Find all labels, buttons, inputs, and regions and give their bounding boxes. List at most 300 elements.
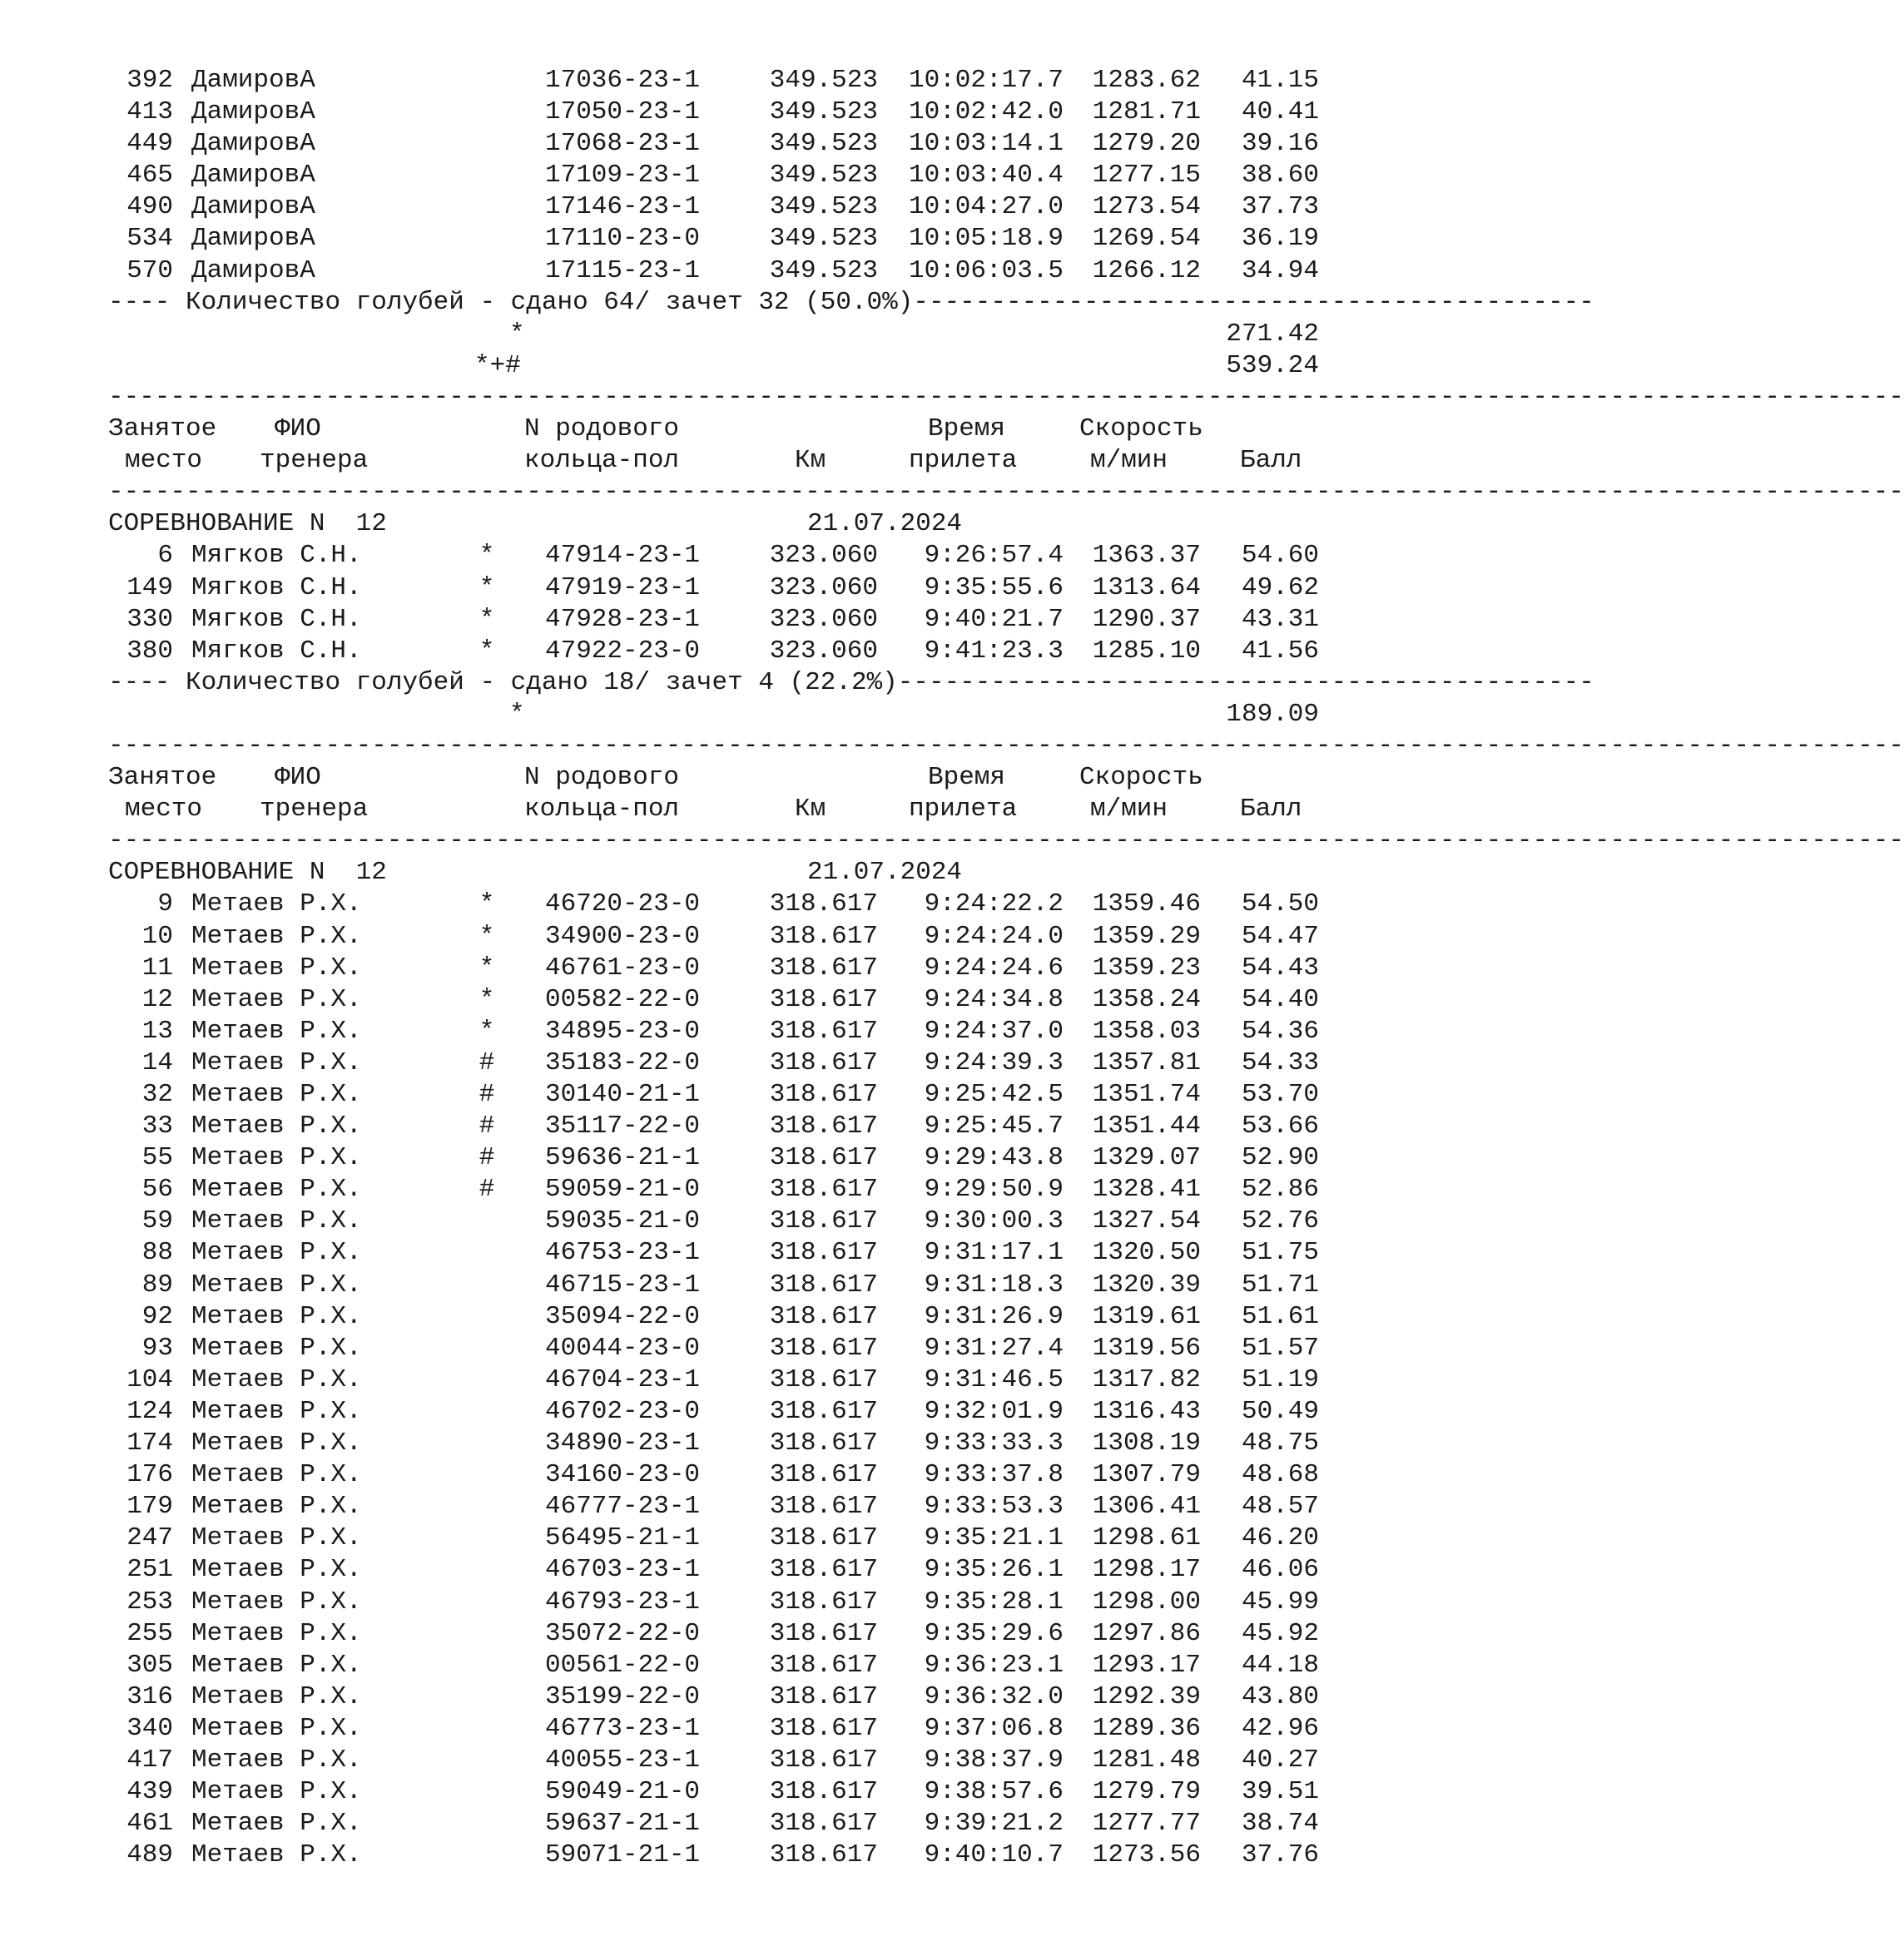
score-cell: 45.92 xyxy=(1241,1618,1319,1648)
arrival-time-cell: 9:35:28.1 xyxy=(924,1587,1064,1617)
table-row xyxy=(0,604,1376,636)
arrival-time-cell: 9:38:57.6 xyxy=(924,1777,1064,1807)
distance-km-cell: 318.617 xyxy=(769,1143,878,1173)
table-row xyxy=(0,953,1376,984)
dash-rule: -------------------------------------------------------------------------------------------------------------------- xyxy=(108,478,1904,508)
place-cell: 465 xyxy=(126,161,173,191)
place-cell: 11 xyxy=(141,953,173,983)
ring-number-cell: 59636-21-1 xyxy=(545,1143,701,1173)
speed-cell: 1283.62 xyxy=(1092,66,1201,95)
distance-km-cell: 323.060 xyxy=(769,636,878,666)
ring-number-cell: 35199-22-0 xyxy=(545,1681,701,1711)
table-row xyxy=(0,1554,1376,1586)
table-row xyxy=(0,1301,1376,1333)
speed-cell: 1307.79 xyxy=(1092,1460,1201,1490)
score-cell: 53.70 xyxy=(1241,1080,1319,1109)
arrival-time-cell: 9:35:21.1 xyxy=(924,1523,1064,1553)
table-row xyxy=(0,1681,1376,1713)
distance-km-cell: 318.617 xyxy=(769,1713,878,1743)
place-cell: 149 xyxy=(126,572,173,602)
speed-cell: 1358.03 xyxy=(1092,1016,1201,1046)
place-cell: 55 xyxy=(141,1143,173,1173)
score-cell: 37.76 xyxy=(1241,1840,1319,1870)
place-cell: 489 xyxy=(126,1840,173,1870)
table-row xyxy=(0,1396,1376,1428)
distance-km-cell: 318.617 xyxy=(769,1047,878,1077)
speed-cell: 1277.77 xyxy=(1092,1809,1201,1839)
ring-number-cell: 30140-21-1 xyxy=(545,1080,701,1109)
separator-rule xyxy=(0,477,1904,508)
table-row xyxy=(0,1618,1376,1650)
arrival-time-cell: 10:06:03.5 xyxy=(908,255,1064,285)
table-row xyxy=(0,540,1376,572)
table-row xyxy=(0,65,1376,97)
speed-cell: 1293.17 xyxy=(1092,1650,1201,1680)
score-cell: 54.33 xyxy=(1241,1047,1319,1077)
mark-cell: # xyxy=(478,1175,495,1205)
arrival-time-cell: 9:39:21.2 xyxy=(924,1809,1064,1839)
trainer-name-cell: Метаев Р.Х. xyxy=(191,953,362,983)
competition-date: 21.07.2024 xyxy=(807,509,963,539)
ring-number-cell: 35072-22-0 xyxy=(545,1618,701,1648)
table-row xyxy=(0,223,1376,255)
ring-number-cell: 59049-21-0 xyxy=(545,1777,701,1807)
score-cell: 48.68 xyxy=(1241,1460,1319,1490)
place-cell: 104 xyxy=(126,1364,173,1394)
distance-km-cell: 323.060 xyxy=(769,541,878,571)
speed-cell: 1277.15 xyxy=(1092,161,1201,191)
distance-km-cell: 318.617 xyxy=(769,1333,878,1363)
pigeon-count-line xyxy=(0,287,1594,319)
score-cell: 49.62 xyxy=(1241,572,1319,602)
table-row xyxy=(0,572,1376,604)
score-cell: 52.76 xyxy=(1241,1206,1319,1236)
competition-date: 21.07.2024 xyxy=(807,858,963,888)
distance-km-cell: 318.617 xyxy=(769,1301,878,1331)
score-cell: 54.36 xyxy=(1241,1016,1319,1046)
sum-value: 189.09 xyxy=(1226,699,1319,729)
mark-cell: * xyxy=(478,889,495,919)
place-cell: 392 xyxy=(126,66,173,95)
speed-cell: 1351.44 xyxy=(1092,1112,1201,1141)
place-cell: 449 xyxy=(126,129,173,159)
speed-cell: 1298.17 xyxy=(1092,1555,1201,1585)
distance-km-cell: 318.617 xyxy=(769,1238,878,1268)
pigeon-count-summary: ---- Количество голубей - сдано 18/ зачет 4 (22.2%)--------------------------------------------- xyxy=(108,667,1594,697)
distance-km-cell: 318.617 xyxy=(769,1492,878,1522)
dash-rule: -------------------------------------------------------------------------------------------------------------------- xyxy=(108,730,1904,760)
trainer-name-cell: ДамировА xyxy=(191,224,315,254)
header-name-2: тренера xyxy=(260,795,369,824)
table-row xyxy=(0,1745,1376,1776)
score-cell: 40.41 xyxy=(1241,97,1319,127)
arrival-time-cell: 9:31:27.4 xyxy=(924,1333,1064,1363)
place-cell: 253 xyxy=(126,1587,173,1617)
score-cell: 39.51 xyxy=(1241,1777,1319,1807)
arrival-time-cell: 10:03:14.1 xyxy=(908,129,1064,159)
score-cell: 36.19 xyxy=(1241,224,1319,254)
score-cell: 51.75 xyxy=(1241,1238,1319,1268)
place-cell: 176 xyxy=(126,1460,173,1490)
arrival-time-cell: 9:38:37.9 xyxy=(924,1745,1064,1775)
trainer-name-cell: ДамировА xyxy=(191,161,315,191)
mark-cell: # xyxy=(478,1143,495,1173)
score-cell: 54.40 xyxy=(1241,984,1319,1014)
score-cell: 45.99 xyxy=(1241,1587,1319,1617)
arrival-time-cell: 9:29:43.8 xyxy=(924,1143,1064,1173)
speed-cell: 1351.74 xyxy=(1092,1080,1201,1109)
trainer-name-cell: Метаев Р.Х. xyxy=(191,1206,362,1236)
speed-cell: 1357.81 xyxy=(1092,1047,1201,1077)
trainer-name-cell: Метаев Р.Х. xyxy=(191,1143,362,1173)
ring-number-cell: 17109-23-1 xyxy=(545,161,701,191)
speed-cell: 1359.29 xyxy=(1092,921,1201,951)
table-row xyxy=(0,1206,1376,1237)
trainer-name-cell: Метаев Р.Х. xyxy=(191,1364,362,1394)
trainer-name-cell: Метаев Р.Х. xyxy=(191,1618,362,1648)
ring-number-cell: 47914-23-1 xyxy=(545,541,701,571)
place-cell: 56 xyxy=(141,1175,173,1205)
ring-number-cell: 46753-23-1 xyxy=(545,1238,701,1268)
trainer-name-cell: Мягков С.Н. xyxy=(191,572,362,602)
speed-cell: 1279.79 xyxy=(1092,1777,1201,1807)
mark-cell: * xyxy=(478,636,495,666)
sum-row xyxy=(0,319,1376,350)
distance-km-cell: 318.617 xyxy=(769,1016,878,1046)
sum-row xyxy=(0,350,1376,382)
score-cell: 41.56 xyxy=(1241,636,1319,666)
speed-cell: 1359.46 xyxy=(1092,889,1201,919)
speed-cell: 1266.12 xyxy=(1092,255,1201,285)
place-cell: 12 xyxy=(141,984,173,1014)
place-cell: 305 xyxy=(126,1650,173,1680)
ring-number-cell: 17036-23-1 xyxy=(545,66,701,95)
competition-title: СОРЕВНОВАНИЕ N 12 xyxy=(108,509,387,539)
arrival-time-cell: 9:35:26.1 xyxy=(924,1555,1064,1585)
speed-cell: 1320.39 xyxy=(1092,1270,1201,1300)
speed-cell: 1290.37 xyxy=(1092,604,1201,634)
place-cell: 179 xyxy=(126,1492,173,1522)
pigeon-count-line xyxy=(0,667,1594,699)
header-km: Км xyxy=(795,446,826,476)
sum-mark: * xyxy=(509,319,525,349)
ring-number-cell: 59637-21-1 xyxy=(545,1809,701,1839)
mark-cell: * xyxy=(478,572,495,602)
sum-row xyxy=(0,699,1376,730)
score-cell: 54.47 xyxy=(1241,921,1319,951)
speed-cell: 1317.82 xyxy=(1092,1364,1201,1394)
table-row xyxy=(0,1808,1376,1840)
distance-km-cell: 349.523 xyxy=(769,161,878,191)
place-cell: 33 xyxy=(141,1112,173,1141)
header-speed-2: м/мин xyxy=(1090,446,1168,476)
score-cell: 51.57 xyxy=(1241,1333,1319,1363)
header-place-2: место xyxy=(125,446,203,476)
table-row xyxy=(0,1079,1376,1111)
place-cell: 9 xyxy=(157,889,173,919)
distance-km-cell: 318.617 xyxy=(769,1175,878,1205)
ring-number-cell: 46715-23-1 xyxy=(545,1270,701,1300)
speed-cell: 1298.00 xyxy=(1092,1587,1201,1617)
table-row xyxy=(0,889,1376,920)
mark-cell: # xyxy=(478,1112,495,1141)
speed-cell: 1269.54 xyxy=(1092,224,1201,254)
dash-rule: -------------------------------------------------------------------------------------------------------------------- xyxy=(108,382,1904,412)
ring-number-cell: 47919-23-1 xyxy=(545,572,701,602)
speed-cell: 1320.50 xyxy=(1092,1238,1201,1268)
header-ring: N родового xyxy=(524,414,680,444)
table-row xyxy=(0,1237,1376,1269)
table-header-row-1 xyxy=(0,762,1376,794)
arrival-time-cell: 9:25:42.5 xyxy=(924,1080,1064,1109)
competition-title-row xyxy=(0,508,1376,540)
speed-cell: 1319.56 xyxy=(1092,1333,1201,1363)
ring-number-cell: 46704-23-1 xyxy=(545,1364,701,1394)
trainer-name-cell: Метаев Р.Х. xyxy=(191,1396,362,1426)
score-cell: 43.31 xyxy=(1241,604,1319,634)
arrival-time-cell: 10:02:42.0 xyxy=(908,97,1064,127)
header-time: Время xyxy=(928,763,1006,793)
table-header-row-2 xyxy=(0,445,1376,477)
place-cell: 6 xyxy=(157,541,173,571)
speed-cell: 1289.36 xyxy=(1092,1713,1201,1743)
ring-number-cell: 00582-22-0 xyxy=(545,984,701,1014)
distance-km-cell: 323.060 xyxy=(769,572,878,602)
score-cell: 34.94 xyxy=(1241,255,1319,285)
separator-rule xyxy=(0,825,1904,857)
score-cell: 40.27 xyxy=(1241,1745,1319,1775)
ring-number-cell: 46777-23-1 xyxy=(545,1492,701,1522)
ring-number-cell: 35117-22-0 xyxy=(545,1112,701,1141)
ring-number-cell: 34160-23-0 xyxy=(545,1460,701,1490)
score-cell: 46.06 xyxy=(1241,1555,1319,1585)
arrival-time-cell: 9:35:29.6 xyxy=(924,1618,1064,1648)
arrival-time-cell: 10:05:18.9 xyxy=(908,224,1064,254)
speed-cell: 1292.39 xyxy=(1092,1681,1201,1711)
arrival-time-cell: 9:24:39.3 xyxy=(924,1047,1064,1077)
arrival-time-cell: 9:24:37.0 xyxy=(924,1016,1064,1046)
trainer-name-cell: Метаев Р.Х. xyxy=(191,1745,362,1775)
sum-value: 271.42 xyxy=(1226,319,1319,349)
speed-cell: 1316.43 xyxy=(1092,1396,1201,1426)
speed-cell: 1306.41 xyxy=(1092,1492,1201,1522)
score-cell: 39.16 xyxy=(1241,129,1319,159)
ring-number-cell: 35094-22-0 xyxy=(545,1301,701,1331)
trainer-name-cell: Метаев Р.Х. xyxy=(191,1429,362,1458)
distance-km-cell: 318.617 xyxy=(769,1681,878,1711)
place-cell: 174 xyxy=(126,1429,173,1458)
distance-km-cell: 318.617 xyxy=(769,1650,878,1680)
trainer-name-cell: Метаев Р.Х. xyxy=(191,1555,362,1585)
place-cell: 490 xyxy=(126,192,173,222)
table-row xyxy=(0,1111,1376,1142)
score-cell: 38.74 xyxy=(1241,1809,1319,1839)
header-name-2: тренера xyxy=(260,446,369,476)
distance-km-cell: 349.523 xyxy=(769,255,878,285)
distance-km-cell: 318.617 xyxy=(769,1364,878,1394)
score-cell: 48.75 xyxy=(1241,1429,1319,1458)
trainer-name-cell: Метаев Р.Х. xyxy=(191,1333,362,1363)
speed-cell: 1327.54 xyxy=(1092,1206,1201,1236)
header-name: ФИО xyxy=(275,414,321,444)
place-cell: 330 xyxy=(126,604,173,634)
place-cell: 461 xyxy=(126,1809,173,1839)
score-cell: 51.61 xyxy=(1241,1301,1319,1331)
ring-number-cell: 34890-23-1 xyxy=(545,1429,701,1458)
score-cell: 48.57 xyxy=(1241,1492,1319,1522)
score-cell: 53.66 xyxy=(1241,1112,1319,1141)
place-cell: 439 xyxy=(126,1777,173,1807)
distance-km-cell: 318.617 xyxy=(769,1112,878,1141)
place-cell: 316 xyxy=(126,1681,173,1711)
score-cell: 46.20 xyxy=(1241,1523,1319,1553)
ring-number-cell: 46702-23-0 xyxy=(545,1396,701,1426)
score-cell: 50.49 xyxy=(1241,1396,1319,1426)
arrival-time-cell: 9:33:37.8 xyxy=(924,1460,1064,1490)
header-ring-2: кольца-пол xyxy=(524,446,680,476)
speed-cell: 1281.71 xyxy=(1092,97,1201,127)
table-row xyxy=(0,1428,1376,1459)
speed-cell: 1363.37 xyxy=(1092,541,1201,571)
table-row xyxy=(0,1174,1376,1206)
arrival-time-cell: 9:24:24.0 xyxy=(924,921,1064,951)
trainer-name-cell: Мягков С.Н. xyxy=(191,604,362,634)
speed-cell: 1319.61 xyxy=(1092,1301,1201,1331)
ring-number-cell: 59059-21-0 xyxy=(545,1175,701,1205)
speed-cell: 1313.64 xyxy=(1092,572,1201,602)
ring-number-cell: 47922-23-0 xyxy=(545,636,701,666)
mark-cell: * xyxy=(478,953,495,983)
arrival-time-cell: 9:24:34.8 xyxy=(924,984,1064,1014)
trainer-name-cell: Метаев Р.Х. xyxy=(191,1238,362,1268)
arrival-time-cell: 9:36:32.0 xyxy=(924,1681,1064,1711)
header-place-2: место xyxy=(125,795,203,824)
trainer-name-cell: Мягков С.Н. xyxy=(191,541,362,571)
trainer-name-cell: Метаев Р.Х. xyxy=(191,1523,362,1553)
separator-rule xyxy=(0,730,1904,762)
arrival-time-cell: 9:31:46.5 xyxy=(924,1364,1064,1394)
ring-number-cell: 59071-21-1 xyxy=(545,1840,701,1870)
table-row xyxy=(0,1364,1376,1396)
distance-km-cell: 318.617 xyxy=(769,953,878,983)
place-cell: 417 xyxy=(126,1745,173,1775)
ring-number-cell: 17115-23-1 xyxy=(545,255,701,285)
ring-number-cell: 17110-23-0 xyxy=(545,224,701,254)
score-cell: 54.50 xyxy=(1241,889,1319,919)
score-cell: 54.43 xyxy=(1241,953,1319,983)
table-row xyxy=(0,97,1376,128)
place-cell: 10 xyxy=(141,921,173,951)
speed-cell: 1308.19 xyxy=(1092,1429,1201,1458)
table-row xyxy=(0,921,1376,953)
header-time-2: прилета xyxy=(909,795,1018,824)
mark-cell: # xyxy=(478,1047,495,1077)
place-cell: 570 xyxy=(126,255,173,285)
ring-number-cell: 34900-23-0 xyxy=(545,921,701,951)
table-row xyxy=(0,1047,1376,1079)
score-cell: 43.80 xyxy=(1241,1681,1319,1711)
score-cell: 52.90 xyxy=(1241,1143,1319,1173)
ring-number-cell: 59035-21-0 xyxy=(545,1206,701,1236)
trainer-name-cell: Метаев Р.Х. xyxy=(191,1587,362,1617)
arrival-time-cell: 9:40:21.7 xyxy=(924,604,1064,634)
ring-number-cell: 17146-23-1 xyxy=(545,192,701,222)
header-speed: Скорость xyxy=(1079,414,1203,444)
place-cell: 14 xyxy=(141,1047,173,1077)
header-ring-2: кольца-пол xyxy=(524,795,680,824)
separator-rule xyxy=(0,382,1904,413)
distance-km-cell: 318.617 xyxy=(769,1618,878,1648)
place-cell: 59 xyxy=(141,1206,173,1236)
trainer-name-cell: Метаев Р.Х. xyxy=(191,1492,362,1522)
distance-km-cell: 349.523 xyxy=(769,224,878,254)
distance-km-cell: 318.617 xyxy=(769,1396,878,1426)
ring-number-cell: 46720-23-0 xyxy=(545,889,701,919)
ring-number-cell: 00561-22-0 xyxy=(545,1650,701,1680)
mark-cell: * xyxy=(478,921,495,951)
place-cell: 88 xyxy=(141,1238,173,1268)
table-row xyxy=(0,191,1376,223)
arrival-time-cell: 9:33:33.3 xyxy=(924,1429,1064,1458)
score-cell: 44.18 xyxy=(1241,1650,1319,1680)
sum-mark: * xyxy=(509,699,525,729)
distance-km-cell: 349.523 xyxy=(769,66,878,95)
header-place: Занятое xyxy=(108,414,217,444)
arrival-time-cell: 9:40:10.7 xyxy=(924,1840,1064,1870)
table-row xyxy=(0,1016,1376,1047)
table-row xyxy=(0,1459,1376,1491)
trainer-name-cell: Метаев Р.Х. xyxy=(191,1681,362,1711)
trainer-name-cell: Метаев Р.Х. xyxy=(191,1777,362,1807)
distance-km-cell: 318.617 xyxy=(769,921,878,951)
arrival-time-cell: 9:26:57.4 xyxy=(924,541,1064,571)
table-row xyxy=(0,1270,1376,1301)
ring-number-cell: 46703-23-1 xyxy=(545,1555,701,1585)
score-cell: 51.19 xyxy=(1241,1364,1319,1394)
competition-title-row xyxy=(0,857,1376,889)
arrival-time-cell: 9:24:24.6 xyxy=(924,953,1064,983)
place-cell: 93 xyxy=(141,1333,173,1363)
distance-km-cell: 318.617 xyxy=(769,1270,878,1300)
pigeon-count-summary: ---- Количество голубей - сдано 64/ зачет 32 (50.0%)-------------------------------------------- xyxy=(108,287,1594,317)
arrival-time-cell: 9:31:26.9 xyxy=(924,1301,1064,1331)
trainer-name-cell: Метаев Р.Х. xyxy=(191,1713,362,1743)
distance-km-cell: 323.060 xyxy=(769,604,878,634)
header-name: ФИО xyxy=(275,763,321,793)
table-row xyxy=(0,128,1376,160)
header-speed: Скорость xyxy=(1079,763,1203,793)
trainer-name-cell: Метаев Р.Х. xyxy=(191,1016,362,1046)
table-row xyxy=(0,984,1376,1016)
header-score: Балл xyxy=(1240,795,1302,824)
arrival-time-cell: 10:04:27.0 xyxy=(908,192,1064,222)
score-cell: 51.71 xyxy=(1241,1270,1319,1300)
score-cell: 54.60 xyxy=(1241,541,1319,571)
table-row xyxy=(0,1840,1376,1871)
ring-number-cell: 35183-22-0 xyxy=(545,1047,701,1077)
speed-cell: 1297.86 xyxy=(1092,1618,1201,1648)
score-cell: 38.60 xyxy=(1241,161,1319,191)
speed-cell: 1358.24 xyxy=(1092,984,1201,1014)
ring-number-cell: 34895-23-0 xyxy=(545,1016,701,1046)
trainer-name-cell: Метаев Р.Х. xyxy=(191,1650,362,1680)
arrival-time-cell: 9:30:00.3 xyxy=(924,1206,1064,1236)
distance-km-cell: 349.523 xyxy=(769,192,878,222)
place-cell: 13 xyxy=(141,1016,173,1046)
arrival-time-cell: 9:31:18.3 xyxy=(924,1270,1064,1300)
header-score: Балл xyxy=(1240,446,1302,476)
table-row xyxy=(0,1491,1376,1523)
